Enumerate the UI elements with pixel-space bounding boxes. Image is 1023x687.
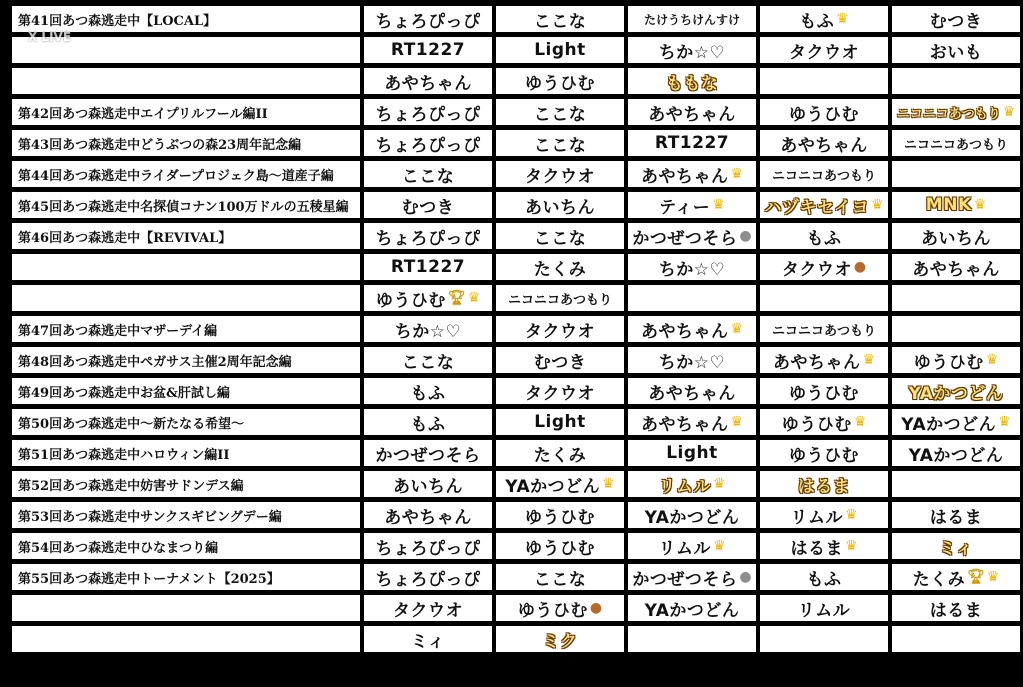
player-name: ゆうひむ	[789, 445, 859, 466]
episode-title: 第46回あつ森逃走中【REVIVAL】	[12, 223, 360, 249]
player-cell	[760, 595, 888, 621]
player-cell	[760, 68, 888, 94]
player-cell	[760, 409, 888, 435]
player-cell	[364, 564, 492, 590]
player-cell	[496, 161, 624, 187]
episode-title	[12, 68, 360, 94]
episode-title: 第45回あつ森逃走中名探偵コナン100万ドルの五稜星編	[12, 192, 360, 218]
player-cell	[628, 502, 756, 528]
player-cell	[760, 626, 888, 652]
player-name: ここな	[533, 135, 587, 156]
player-cell	[364, 316, 492, 342]
episode-title: 第53回あつ森逃走中サンクスギビングデー編	[12, 502, 360, 528]
player-name: むつき	[401, 197, 455, 218]
crown-icon: ♛	[998, 414, 1011, 430]
crown-icon: ♛	[973, 197, 987, 213]
player-cell	[628, 130, 756, 156]
player-cell	[892, 316, 1020, 342]
player-cell	[628, 626, 756, 652]
player-name: ゆうひむ	[789, 104, 859, 125]
player-name: ここな	[533, 228, 587, 249]
player-name: たくみ	[912, 569, 966, 590]
player-name: あやちゃん	[772, 352, 861, 373]
player-cell	[628, 595, 756, 621]
player-cell	[496, 316, 624, 342]
episode-title	[12, 595, 360, 621]
player-cell	[496, 68, 624, 94]
player-cell	[364, 130, 492, 156]
player-cell	[760, 285, 888, 311]
player-name: タクウオ	[393, 600, 463, 621]
player-cell	[892, 471, 1020, 497]
player-cell	[496, 192, 624, 218]
episode-title: 第48回あつ森逃走中ペガサス主催2周年記念編	[12, 347, 360, 373]
player-name: ハヅキセイヨ	[764, 197, 869, 218]
player-cell	[628, 192, 756, 218]
player-name: もふ	[806, 569, 842, 590]
player-name: ミィ	[410, 631, 446, 652]
player-cell	[364, 378, 492, 404]
crown-icon: ♛	[1002, 104, 1016, 120]
player-name: ちょろぴっぴ	[375, 538, 481, 559]
player-cell	[760, 316, 888, 342]
player-name: あやちゃん	[648, 383, 736, 404]
player-cell	[496, 37, 624, 63]
player-cell	[628, 285, 756, 311]
player-name: リムル	[658, 476, 711, 497]
player-name: あやちゃん	[384, 73, 472, 94]
player-name: もふ	[806, 228, 842, 249]
player-cell	[364, 347, 492, 373]
player-name: あやちゃん	[780, 135, 868, 156]
trophy-icon: 🏆︎	[447, 290, 466, 306]
player-name: ゆうひむ	[517, 600, 588, 621]
player-cell	[496, 471, 624, 497]
player-name: あやちゃん	[640, 321, 729, 342]
player-name: YAかつどん	[901, 414, 997, 435]
player-cell	[364, 254, 492, 280]
player-cell	[628, 533, 756, 559]
player-cell	[496, 626, 624, 652]
player-name: たくみ	[533, 259, 587, 280]
player-cell	[760, 130, 888, 156]
player-cell	[496, 409, 624, 435]
player-cell	[496, 502, 624, 528]
player-cell	[628, 99, 756, 125]
bronze-medal-icon: ●	[589, 600, 603, 616]
player-cell	[892, 68, 1020, 94]
player-name: YAかつどん	[644, 600, 740, 621]
player-name: ミク	[542, 631, 578, 652]
player-name: リムル	[790, 507, 843, 528]
episode-title	[12, 285, 360, 311]
player-cell	[760, 347, 888, 373]
player-cell	[628, 37, 756, 63]
episode-title: 第54回あつ森逃走中ひなまつり編	[12, 533, 360, 559]
player-name: あやちゃん	[384, 507, 472, 528]
player-cell	[892, 192, 1020, 218]
player-name: あいちん	[525, 197, 595, 218]
player-name: かつぜつそら	[632, 569, 738, 590]
player-name: ニコニコあつもり	[896, 106, 1001, 122]
player-name: はるま	[929, 600, 983, 621]
player-cell	[628, 223, 756, 249]
player-name: あやちゃん	[640, 166, 729, 187]
episode-title: 第47回あつ森逃走中マザーデイ編	[12, 316, 360, 342]
player-cell	[760, 533, 888, 559]
player-cell	[892, 130, 1020, 156]
player-name: ティー	[659, 197, 711, 218]
player-name: ここな	[533, 569, 587, 590]
player-cell	[760, 99, 888, 125]
crown-icon: ♛	[836, 11, 849, 27]
player-name: ちか☆♡	[658, 259, 726, 280]
player-name: もふ	[410, 414, 446, 435]
player-name: ゆうひむ	[525, 73, 595, 94]
player-cell	[628, 316, 756, 342]
player-name: あやちゃん	[912, 259, 1000, 280]
episode-title: 第44回あつ森逃走中ライダープロジェク島～道産子編	[12, 161, 360, 187]
player-name: ニコニコあつもり	[771, 323, 876, 339]
player-name: ここな	[533, 104, 587, 125]
player-name: YAかつどん	[644, 507, 740, 528]
player-cell	[364, 37, 492, 63]
player-cell	[760, 37, 888, 63]
player-name: Light	[534, 412, 586, 432]
episode-title: 第42回あつ森逃走中エイプリルフール編II	[12, 99, 360, 125]
player-name: ちか☆♡	[394, 321, 462, 342]
player-name: たけうちけんすけ	[643, 12, 740, 27]
player-name: もふ	[410, 383, 446, 404]
crown-icon: ♛	[853, 414, 867, 430]
watermark-logo: X LIVE	[28, 30, 72, 44]
player-cell	[364, 99, 492, 125]
crown-icon: ♛	[870, 197, 884, 213]
player-cell	[760, 254, 888, 280]
crown-icon: ♛	[730, 166, 744, 182]
player-name: ちょろぴっぴ	[375, 569, 481, 590]
player-cell	[364, 595, 492, 621]
player-name: ニコニコあつもり	[507, 292, 612, 308]
player-name: ちか☆♡	[658, 352, 726, 373]
player-cell	[364, 502, 492, 528]
crown-icon: ♛	[730, 321, 744, 337]
results-table	[12, 6, 1016, 682]
player-name: ニコニコあつもり	[903, 137, 1008, 153]
player-name: もふ	[799, 11, 835, 32]
player-name: ちょろぴっぴ	[375, 11, 481, 32]
player-name: はるま	[929, 507, 983, 528]
player-cell	[496, 347, 624, 373]
crown-icon: ♛	[844, 538, 858, 554]
episode-title: 第55回あつ森逃走中トーナメント【2025】	[12, 564, 360, 590]
player-name: かつぜつそら	[632, 228, 738, 249]
player-name: リムル	[797, 600, 851, 621]
player-name: はるま	[797, 476, 851, 497]
player-name: ももな	[665, 73, 719, 94]
player-name: むつき	[929, 11, 983, 32]
crown-icon: ♛	[712, 197, 725, 213]
player-name: タクウオ	[525, 321, 595, 342]
player-name: タクウオ	[789, 42, 859, 63]
player-cell	[628, 564, 756, 590]
trophy-icon: 🏆︎	[967, 569, 985, 585]
episode-title	[12, 254, 360, 280]
player-cell	[364, 409, 492, 435]
player-name: RT1227	[654, 133, 730, 153]
player-cell	[628, 6, 756, 32]
player-name: はるま	[790, 538, 843, 559]
player-name: ゆうひむ	[525, 538, 595, 559]
player-cell	[892, 6, 1020, 32]
crown-icon: ♛	[862, 352, 876, 368]
player-name: ゆうひむ	[525, 507, 595, 528]
player-cell	[892, 595, 1020, 621]
crown-icon: ♛	[844, 507, 858, 523]
episode-title: 第41回あつ森逃走中【LOCAL】	[12, 6, 360, 32]
player-cell	[760, 223, 888, 249]
player-name: RT1227	[390, 257, 466, 277]
crown-icon: ♛	[602, 476, 615, 492]
player-cell	[628, 378, 756, 404]
player-cell	[892, 564, 1020, 590]
crown-icon: ♛	[467, 290, 481, 306]
player-cell	[496, 533, 624, 559]
player-cell	[892, 161, 1020, 187]
episode-title: 第43回あつ森逃走中どうぶつの森23周年記念編	[12, 130, 360, 156]
player-name: ゆうひむ	[375, 290, 446, 311]
crown-icon: ♛	[986, 569, 1000, 585]
player-cell	[496, 564, 624, 590]
player-name: RT1227	[390, 40, 466, 60]
player-cell	[628, 161, 756, 187]
player-cell	[628, 254, 756, 280]
player-cell	[892, 409, 1020, 435]
player-name: あやちゃん	[640, 414, 729, 435]
episode-title: 第51回あつ森逃走中ハロウィン編II	[12, 440, 360, 466]
player-name: ちか☆♡	[658, 42, 726, 63]
episode-title	[12, 37, 360, 63]
player-cell	[892, 99, 1020, 125]
player-cell	[496, 99, 624, 125]
crown-icon: ♛	[985, 352, 999, 368]
player-name: Light	[666, 443, 718, 463]
player-cell	[496, 595, 624, 621]
player-cell	[496, 378, 624, 404]
silver-medal-icon: ●	[739, 228, 752, 244]
player-name: YAかつどん	[908, 383, 1004, 404]
player-cell	[892, 378, 1020, 404]
player-cell	[496, 440, 624, 466]
player-name: ちょろぴっぴ	[375, 104, 481, 125]
player-cell	[496, 285, 624, 311]
player-cell	[364, 6, 492, 32]
player-name: あやちゃん	[648, 104, 736, 125]
crown-icon: ♛	[730, 414, 744, 430]
player-cell	[628, 471, 756, 497]
player-cell	[364, 161, 492, 187]
player-name: かつぜつそら	[375, 445, 481, 466]
player-cell	[892, 254, 1020, 280]
episode-title: 第52回あつ森逃走中妨害サドンデス編	[12, 471, 360, 497]
player-name: タクウオ	[781, 259, 852, 280]
player-cell	[760, 471, 888, 497]
player-cell	[760, 192, 888, 218]
player-name: ここな	[401, 352, 455, 373]
player-name: ここな	[533, 11, 587, 32]
player-name: タクウオ	[525, 383, 595, 404]
player-name: タクウオ	[525, 166, 595, 187]
player-name: リムル	[658, 538, 711, 559]
player-cell	[496, 254, 624, 280]
player-cell	[364, 440, 492, 466]
player-cell	[364, 285, 492, 311]
player-name: ここな	[401, 166, 455, 187]
player-cell	[760, 6, 888, 32]
player-cell	[364, 68, 492, 94]
player-name: たくみ	[533, 445, 587, 466]
player-cell	[892, 223, 1020, 249]
episode-title: 第49回あつ森逃走中お盆&肝試し編	[12, 378, 360, 404]
player-name: あいちん	[393, 476, 463, 497]
episode-title: 第50回あつ森逃走中～新たなる希望～	[12, 409, 360, 435]
player-name: YAかつどん	[908, 445, 1004, 466]
player-name: ニコニコあつもり	[771, 168, 876, 184]
player-cell	[628, 347, 756, 373]
player-name: ゆうひむ	[913, 352, 984, 373]
player-name: ミィ	[938, 538, 974, 559]
player-cell	[364, 533, 492, 559]
player-cell	[760, 502, 888, 528]
silver-medal-icon: ●	[739, 569, 752, 585]
player-cell	[364, 223, 492, 249]
player-cell	[760, 378, 888, 404]
player-name: おいも	[929, 42, 983, 63]
player-name: むつき	[533, 352, 587, 373]
player-cell	[892, 626, 1020, 652]
player-cell	[892, 440, 1020, 466]
player-name: MNK	[925, 195, 972, 215]
player-cell	[892, 347, 1020, 373]
player-cell	[628, 409, 756, 435]
bronze-medal-icon: ●	[853, 259, 867, 275]
episode-title	[12, 626, 360, 652]
player-cell	[892, 502, 1020, 528]
player-cell	[364, 192, 492, 218]
player-cell	[364, 471, 492, 497]
player-cell	[760, 564, 888, 590]
player-cell	[628, 440, 756, 466]
crown-icon: ♛	[712, 476, 726, 492]
player-cell	[496, 223, 624, 249]
crown-icon: ♛	[712, 538, 726, 554]
player-name: あいちん	[921, 228, 991, 249]
player-cell	[760, 440, 888, 466]
player-cell	[496, 6, 624, 32]
player-name: ちょろぴっぴ	[375, 135, 481, 156]
player-name: ゆうひむ	[781, 414, 852, 435]
player-name: ちょろぴっぴ	[375, 228, 481, 249]
player-name: Light	[534, 40, 586, 60]
player-cell	[628, 68, 756, 94]
player-cell	[892, 533, 1020, 559]
player-cell	[760, 161, 888, 187]
player-cell	[364, 626, 492, 652]
player-name: ゆうひむ	[789, 383, 859, 404]
player-name: YAかつどん	[505, 476, 601, 497]
player-cell	[892, 37, 1020, 63]
player-cell	[496, 130, 624, 156]
player-cell	[892, 285, 1020, 311]
